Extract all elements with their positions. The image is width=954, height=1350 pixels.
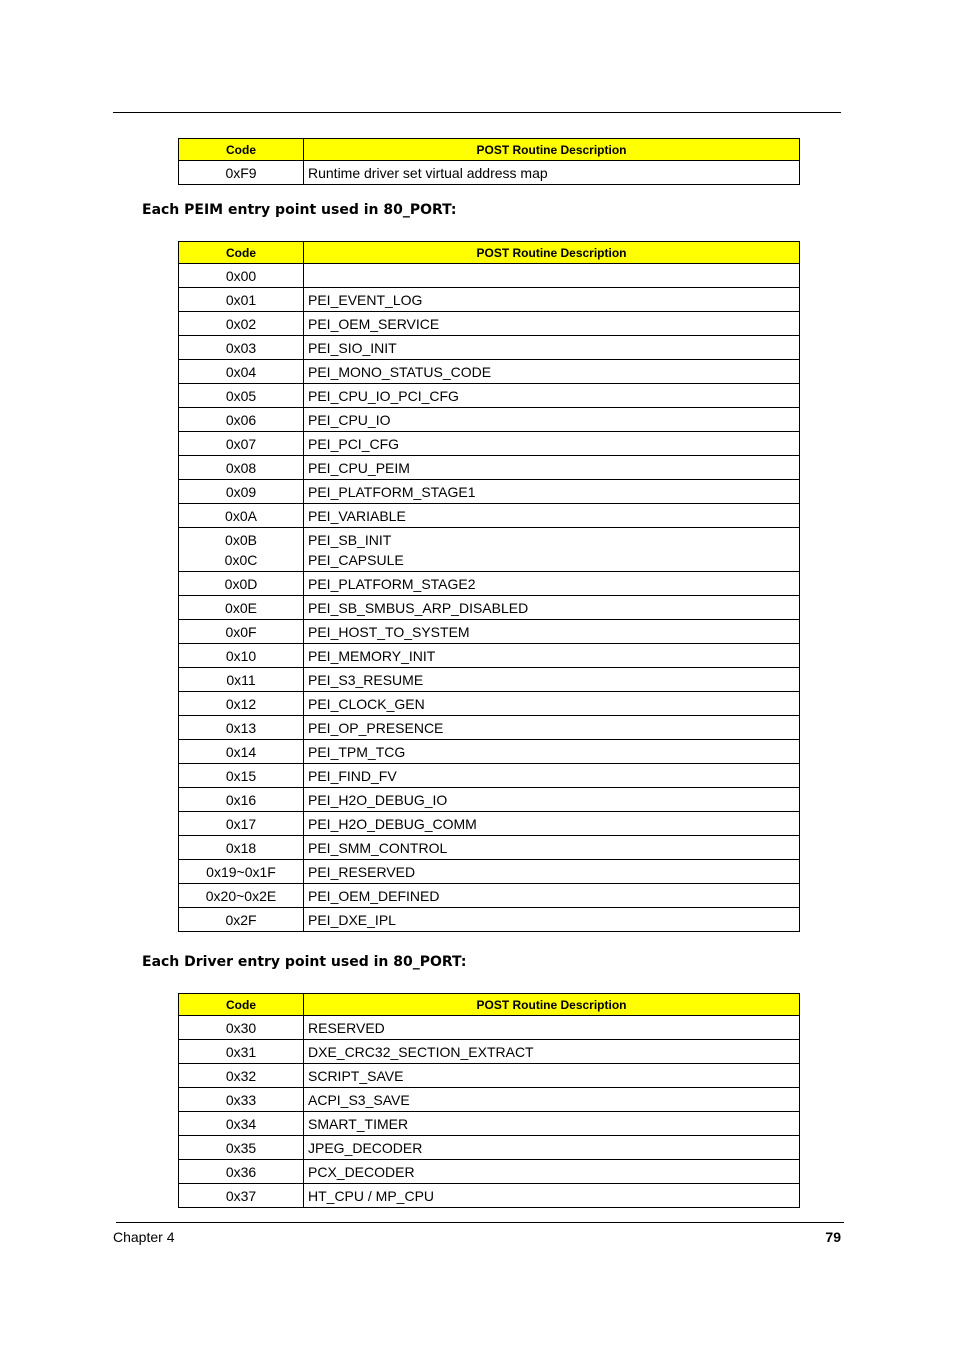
- description-cell-text: PEI_HOST_TO_SYSTEM: [308, 623, 470, 640]
- table-row: [179, 596, 800, 620]
- table-row: [179, 504, 800, 528]
- code-cell-text: 0x2F: [225, 911, 257, 928]
- code-cell-text: 0x0B: [225, 531, 257, 548]
- code-cell-text: 0x14: [225, 743, 257, 760]
- code-cell-text: 0x15: [225, 767, 257, 784]
- description-cell: [304, 360, 800, 384]
- code-cell: [179, 788, 304, 812]
- description-cell: [304, 1136, 800, 1160]
- description-cell: [304, 572, 800, 596]
- header-code: Code: [179, 139, 304, 161]
- code-cell: [179, 528, 304, 572]
- code-cell: [179, 908, 304, 932]
- code-cell-text: 0x30: [225, 1019, 257, 1036]
- description-cell-text: PEI_S3_RESUME: [308, 671, 424, 688]
- table-row: [179, 788, 800, 812]
- table-row: [179, 644, 800, 668]
- description-cell: [304, 1112, 800, 1136]
- description-cell: [304, 596, 800, 620]
- code-cell: [179, 1112, 304, 1136]
- description-cell: [304, 456, 800, 480]
- code-cell-text: 0x03: [225, 339, 257, 356]
- peim-section-heading: Each PEIM entry point used in 80_PORT:: [142, 202, 457, 218]
- table-row: [179, 620, 800, 644]
- description-cell-text: PEI_MONO_STATUS_CODE: [308, 363, 492, 380]
- header-description: POST Routine Description: [304, 139, 800, 161]
- code-cell: [179, 161, 304, 185]
- table-row: [179, 692, 800, 716]
- code-cell-text: 0x0A: [225, 507, 257, 524]
- code-cell: [179, 408, 304, 432]
- table-row: [179, 288, 800, 312]
- code-cell-text: 0x12: [225, 695, 257, 712]
- table-row: [179, 456, 800, 480]
- description-cell-text: PEI_CPU_IO_PCI_CFG: [308, 387, 459, 404]
- code-cell: [179, 692, 304, 716]
- code-cell-text: 0x07: [225, 435, 257, 452]
- code-cell-text: 0x37: [225, 1187, 257, 1204]
- description-cell-text: PEI_SB_INIT: [308, 531, 392, 548]
- description-cell: [304, 884, 800, 908]
- description-cell: [304, 1064, 800, 1088]
- code-cell-text: 0x34: [225, 1115, 257, 1132]
- code-cell: [179, 504, 304, 528]
- description-cell: [304, 860, 800, 884]
- description-cell: [304, 812, 800, 836]
- table-row: [179, 312, 800, 336]
- description-cell-text: PEI_CLOCK_GEN: [308, 695, 425, 712]
- footer-page-number: 79: [825, 1229, 841, 1245]
- table-row: [179, 1112, 800, 1136]
- table-row: [179, 812, 800, 836]
- description-cell-text: PEI_CPU_IO: [308, 411, 391, 428]
- table-row: [179, 764, 800, 788]
- code-cell-text: 0x18: [225, 839, 257, 856]
- description-cell-text: PCX_DECODER: [308, 1163, 415, 1180]
- code-cell: [179, 1016, 304, 1040]
- code-cell: [179, 860, 304, 884]
- description-cell: [304, 620, 800, 644]
- code-cell: [179, 1088, 304, 1112]
- description-cell-text: PEI_SMM_CONTROL: [308, 839, 448, 856]
- code-cell: [179, 336, 304, 360]
- description-cell-text: PEI_CPU_PEIM: [308, 459, 410, 476]
- code-cell-text: 0x10: [225, 647, 257, 664]
- description-cell: [304, 836, 800, 860]
- code-cell-text: 0x36: [225, 1163, 257, 1180]
- table-header-row: [179, 242, 800, 264]
- code-cell: [179, 1160, 304, 1184]
- description-cell-text: PEI_MEMORY_INIT: [308, 647, 436, 664]
- header-description: POST Routine Description: [304, 994, 800, 1016]
- table-row: [179, 908, 800, 932]
- table-row: [179, 668, 800, 692]
- description-cell-text: JPEG_DECODER: [308, 1139, 423, 1156]
- description-cell-text: PEI_EVENT_LOG: [308, 291, 423, 308]
- description-cell: [304, 312, 800, 336]
- table-row: [179, 432, 800, 456]
- description-cell-text: PEI_FIND_FV: [308, 767, 397, 784]
- code-cell-text: 0x11: [226, 671, 256, 688]
- top-rule: [113, 112, 841, 113]
- code-cell: [179, 312, 304, 336]
- footer-chapter: Chapter 4: [113, 1229, 175, 1245]
- code-cell: [179, 668, 304, 692]
- description-cell-text: PEI_OEM_SERVICE: [308, 315, 440, 332]
- code-cell-text: 0x32: [225, 1067, 257, 1084]
- code-cell: [179, 764, 304, 788]
- code-cell: [179, 740, 304, 764]
- description-cell-text: PEI_PCI_CFG: [308, 435, 400, 452]
- table-row: [179, 860, 800, 884]
- description-cell: [304, 264, 800, 288]
- driver-section-heading: Each Driver entry point used in 80_PORT:: [142, 954, 467, 970]
- code-cell: [179, 1064, 304, 1088]
- description-cell: [304, 644, 800, 668]
- table-row: [179, 480, 800, 504]
- description-cell-text: PEI_H2O_DEBUG_IO: [308, 791, 448, 808]
- description-cell-text: RESERVED: [308, 1019, 385, 1036]
- description-cell-text: PEI_PLATFORM_STAGE2: [308, 575, 476, 592]
- post-code-table-driver: [178, 993, 800, 1208]
- code-cell-text: 0x09: [225, 483, 257, 500]
- code-cell-text: 0x19~0x1F: [206, 863, 276, 880]
- description-cell-text: PEI_SIO_INIT: [308, 339, 397, 356]
- description-cell: [304, 668, 800, 692]
- code-cell: [179, 812, 304, 836]
- table-row: [179, 384, 800, 408]
- code-cell-text: 0x0D: [224, 575, 258, 592]
- code-cell-text: 0x33: [225, 1091, 257, 1108]
- description-cell: [304, 788, 800, 812]
- table-header-row: [179, 994, 800, 1016]
- description-cell: [304, 1040, 800, 1064]
- code-cell-text: 0x06: [225, 411, 257, 428]
- code-cell: [179, 572, 304, 596]
- code-cell: [179, 644, 304, 668]
- code-cell: [179, 360, 304, 384]
- table-row: [179, 572, 800, 596]
- code-cell-text: 0xF9: [225, 164, 257, 181]
- table-row: [179, 264, 800, 288]
- code-cell-text: 0x08: [225, 459, 257, 476]
- post-code-table-runtime: [178, 138, 800, 185]
- description-cell: [304, 161, 800, 185]
- code-cell: [179, 264, 304, 288]
- code-cell: [179, 480, 304, 504]
- code-cell: [179, 288, 304, 312]
- table-row: [179, 360, 800, 384]
- code-cell-text: 0x13: [225, 719, 257, 736]
- header-description: POST Routine Description: [304, 242, 800, 264]
- code-cell-text: 0x0E: [225, 599, 257, 616]
- description-cell-text: HT_CPU / MP_CPU: [308, 1187, 435, 1204]
- description-cell-text: PEI_VARIABLE: [308, 507, 406, 524]
- table-row: [179, 336, 800, 360]
- description-cell: [304, 504, 800, 528]
- code-cell-text: 0x0F: [225, 623, 257, 640]
- code-cell: [179, 596, 304, 620]
- table-row: [179, 740, 800, 764]
- description-cell-text: Runtime driver set virtual address map: [308, 164, 548, 181]
- table-row: [179, 528, 800, 572]
- code-cell: [179, 1136, 304, 1160]
- description-cell: [304, 1016, 800, 1040]
- description-cell-text: PEI_OP_PRESENCE: [308, 719, 444, 736]
- code-cell-text: 0x35: [225, 1139, 257, 1156]
- description-cell: [304, 716, 800, 740]
- description-cell-text: PEI_OEM_DEFINED: [308, 887, 440, 904]
- description-cell-text: PEI_SB_SMBUS_ARP_DISABLED: [308, 599, 529, 616]
- code-cell-text: 0x00: [225, 267, 257, 284]
- table-row: [179, 161, 800, 185]
- description-cell: [304, 336, 800, 360]
- description-cell-text: SCRIPT_SAVE: [308, 1067, 404, 1084]
- table-row: [179, 1088, 800, 1112]
- description-cell: [304, 288, 800, 312]
- description-cell: [304, 1160, 800, 1184]
- table-row: [179, 1016, 800, 1040]
- table-row: [179, 1184, 800, 1208]
- code-cell-text-2: 0x0C: [224, 551, 258, 568]
- description-cell-text: PEI_TPM_TCG: [308, 743, 406, 760]
- code-cell: [179, 384, 304, 408]
- code-cell-text: 0x02: [225, 315, 257, 332]
- description-cell-text: DXE_CRC32_SECTION_EXTRACT: [308, 1043, 534, 1060]
- table-row: [179, 836, 800, 860]
- code-cell: [179, 716, 304, 740]
- table-row: [179, 1160, 800, 1184]
- code-cell: [179, 836, 304, 860]
- description-cell: [304, 480, 800, 504]
- description-cell: [304, 740, 800, 764]
- description-cell-text: PEI_PLATFORM_STAGE1: [308, 483, 476, 500]
- table-row: [179, 1040, 800, 1064]
- description-cell-text-2: PEI_CAPSULE: [308, 551, 404, 568]
- header-code: Code: [179, 994, 304, 1016]
- code-cell-text: 0x04: [225, 363, 257, 380]
- description-cell: [304, 1088, 800, 1112]
- description-cell: [304, 432, 800, 456]
- description-cell: [304, 1184, 800, 1208]
- description-cell-text: PEI_H2O_DEBUG_COMM: [308, 815, 477, 832]
- code-cell: [179, 884, 304, 908]
- description-cell: [304, 908, 800, 932]
- code-cell-text: 0x31: [225, 1043, 257, 1060]
- code-cell-text: 0x05: [225, 387, 257, 404]
- description-cell: [304, 692, 800, 716]
- table-row: [179, 1136, 800, 1160]
- table-row: [179, 408, 800, 432]
- code-cell: [179, 432, 304, 456]
- description-cell-text: PEI_DXE_IPL: [308, 911, 396, 928]
- description-cell: [304, 384, 800, 408]
- description-cell-text: PEI_RESERVED: [308, 863, 416, 880]
- code-cell: [179, 456, 304, 480]
- table-row: [179, 716, 800, 740]
- description-cell-text: SMART_TIMER: [308, 1115, 409, 1132]
- code-cell-text: 0x17: [225, 815, 257, 832]
- description-cell: [304, 408, 800, 432]
- description-cell: [304, 528, 800, 572]
- post-code-table-peim: [178, 241, 800, 932]
- code-cell-text: 0x16: [225, 791, 257, 808]
- code-cell-text: 0x20~0x2E: [205, 887, 277, 904]
- table-row: [179, 884, 800, 908]
- footer-rule: [116, 1222, 844, 1223]
- description-cell-text: ACPI_S3_SAVE: [308, 1091, 410, 1108]
- code-cell: [179, 1184, 304, 1208]
- code-cell: [179, 620, 304, 644]
- header-code: Code: [179, 242, 304, 264]
- table-row: [179, 1064, 800, 1088]
- code-cell: [179, 1040, 304, 1064]
- table-header-row: [179, 139, 800, 161]
- code-cell-text: 0x01: [225, 291, 257, 308]
- description-cell: [304, 764, 800, 788]
